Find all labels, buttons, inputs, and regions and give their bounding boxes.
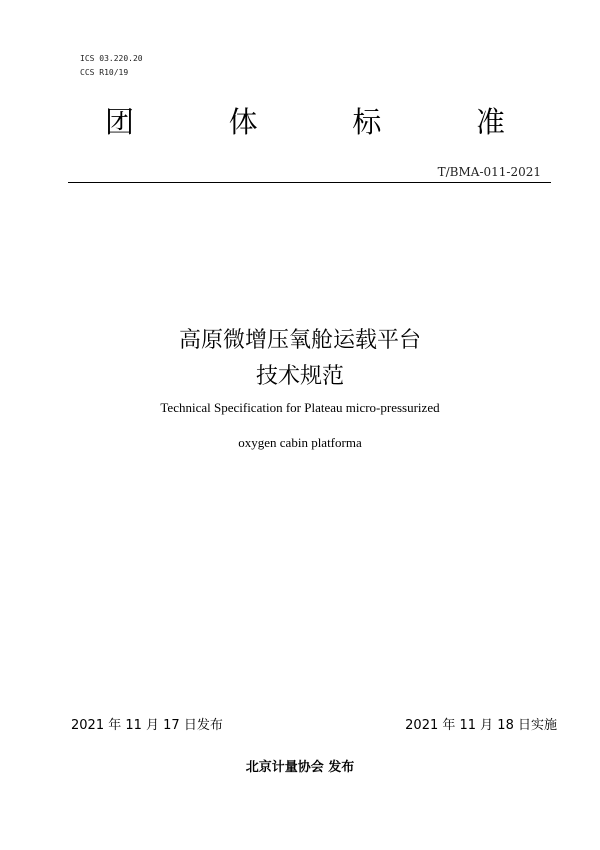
- english-title-line-1: Technical Specification for Plateau micro-pressurized: [160, 400, 440, 415]
- implementation-date: 2021 年 11 月 18 日实施: [405, 718, 557, 733]
- english-title-line-2: oxygen cabin platforma: [238, 435, 362, 450]
- doc-type-char: 团: [105, 105, 135, 139]
- chinese-title-line-1: 高原微增压氧舱运载平台: [178, 328, 421, 353]
- issuer: 北京计量协会 发布: [245, 760, 355, 775]
- classification-codes: [80, 52, 143, 80]
- chinese-title-line-2: 技术规范: [255, 364, 344, 389]
- doc-type-char: 准: [475, 105, 505, 139]
- doc-type-char: 体: [228, 105, 258, 139]
- ccs-code: CCS R10/19: [80, 68, 129, 77]
- standard-number: T/BMA-011-2021: [437, 165, 541, 179]
- ics-code: ICS 03.220.20: [80, 54, 143, 63]
- doc-type-char: 标: [352, 105, 382, 139]
- issue-date: 2021 年 11 月 17 日发布: [71, 718, 223, 733]
- header-divider: [68, 182, 551, 183]
- chinese-title: [0, 323, 600, 395]
- document-type-heading: [105, 102, 505, 142]
